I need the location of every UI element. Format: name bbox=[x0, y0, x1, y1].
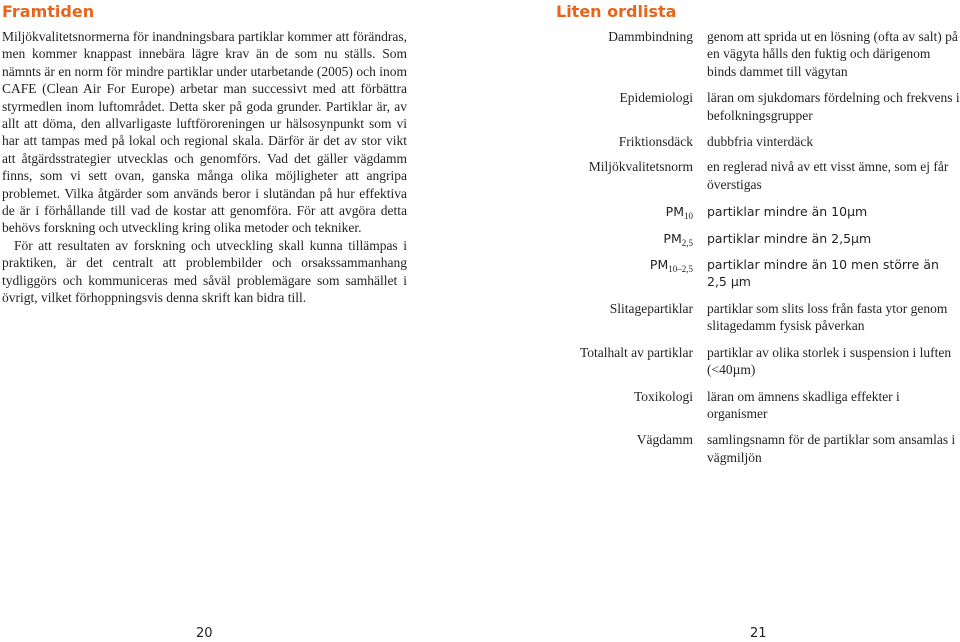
page-number-left: 20 bbox=[196, 626, 213, 641]
glossary-definition: samlingsnamn för de partiklar som ansamlas i vägmiljön bbox=[707, 432, 956, 465]
glossary-entry bbox=[566, 300, 960, 335]
glossary-definition: partiklar som slits loss från fasta ytor genom slitagedamm fysisk påverkan bbox=[707, 300, 948, 334]
glossary-term: Friktionsdäck bbox=[618, 134, 693, 150]
glossary-entry bbox=[566, 203, 960, 220]
glossary-entry bbox=[566, 256, 960, 291]
glossary-term: Epidemiologi bbox=[619, 90, 693, 106]
paragraph: Miljökvalitetsnormerna för inandningsbara partiklar kommer att förändras, men kommer knappast innebära lägre krav än de som nu ställs. Som nämnts är en norm för mindre partiklar under utarbetande (2005) och inom CAFE (Clean Air For Europe) arbetar man successivt med att förbättra styrmedlen inom luftområdet. Detta sker på goda grunder. Partiklar är, av allt att döma, den allvarligaste luftföroreningen ur hälsosynpunkt som vi har att tampas med på lokal och regional skala. Därför är det av stor vikt att åtgärdsstrategier utvecklas och genomförs. Vad det gäller vägdamm finns, som vi sett ovan, ganska många olika möjligheter att angripa problemet. Vilka åtgärder som används beror i slutändan på hur effektiva de är i förhållande till vad de kostar att genomföra. För att avgöra detta behövs forskning och utveckling kring olika metoder och tekniker. bbox=[2, 29, 407, 236]
glossary-term: Dammbindning bbox=[608, 29, 693, 44]
glossary-entry bbox=[566, 230, 960, 247]
glossary-term: Slitagepartiklar bbox=[609, 300, 693, 316]
glossary-definition: partiklar mindre än 10 men större än 2,5 µm bbox=[707, 257, 939, 290]
glossary-definition: en reglerad nivå av ett visst ämne, som ej får överstigas bbox=[707, 159, 949, 192]
glossary-definition: läran om ämnens skadliga effekter i organismer bbox=[707, 388, 900, 421]
glossary-entry bbox=[566, 431, 960, 466]
glossary-definition: partiklar mindre än 10µm bbox=[707, 204, 868, 220]
paragraph: För att resultaten av forskning och utveckling skall kunna tillämpas i praktiken, är det centralt att problembilder och orsakssammanhang tydliggörs och kommuniceras med såväl problemägare som samhället i övrigt, vilket förhoppningsvis denna skrift kan bidra till. bbox=[2, 237, 407, 306]
glossary-entry bbox=[566, 388, 960, 423]
glossary-term: $PM_{10}$ bbox=[665, 204, 693, 222]
body-text bbox=[2, 28, 407, 307]
glossary-definition: genom att sprida ut en lösning (ofta av salt) på en vägyta hålls den fuktig och därigenom binds dammet till vägytan bbox=[707, 29, 958, 79]
glossary-entry bbox=[566, 344, 960, 379]
glossary-term: Totalhalt av partiklar bbox=[579, 344, 693, 360]
page-number-right: 21 bbox=[750, 626, 767, 641]
glossary-term: Toxikologi bbox=[633, 388, 693, 404]
glossary-definition: läran om sjukdomars fördelning och frekvens i befolkningsgrupper bbox=[707, 90, 960, 123]
glossary-entry bbox=[566, 28, 960, 80]
glossary-term: Miljökvalitetsnorm bbox=[588, 159, 693, 175]
left-page-heading: Framtiden bbox=[2, 2, 95, 21]
glossary-entry bbox=[566, 133, 960, 150]
glossary-entry bbox=[566, 158, 960, 193]
glossary-definition: partiklar av olika storlek i suspension i luften (<40µm) bbox=[707, 344, 952, 378]
glossary-definition: dubbfria vinterdäck bbox=[707, 134, 814, 150]
glossary-entry bbox=[566, 89, 960, 124]
glossary-term: Vägdamm bbox=[636, 432, 693, 448]
glossary-term: $PM_{2,5}$ bbox=[663, 230, 693, 248]
glossary-definition: partiklar mindre än 2,5µm bbox=[707, 230, 872, 246]
right-page-heading: Liten ordlista bbox=[556, 2, 677, 21]
right-page bbox=[480, 0, 960, 642]
glossary-term: $PM_{10-2,5}$ bbox=[649, 257, 693, 275]
glossary bbox=[566, 28, 960, 466]
